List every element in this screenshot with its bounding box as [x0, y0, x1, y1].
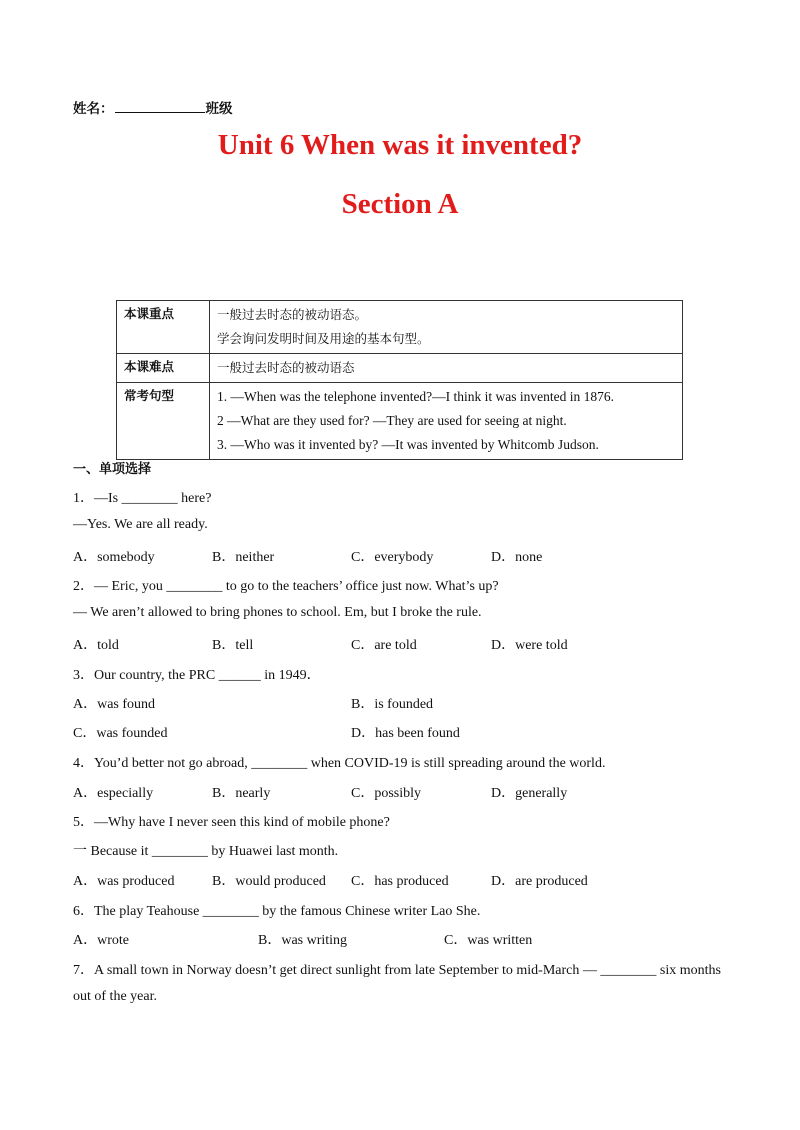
answer-option[interactable]: C．was written [444, 933, 533, 948]
answer-option[interactable]: A．told [73, 638, 119, 653]
answer-option[interactable]: A．was produced [73, 874, 175, 889]
answer-option[interactable]: B．neither [212, 550, 275, 565]
row-label: 常考句型 [117, 383, 210, 460]
question-text: 2．— Eric, you ________ to go to the teachers’ office just now. What’s up? [73, 579, 499, 594]
student-info-line [73, 97, 233, 117]
answer-option[interactable]: B．tell [212, 638, 254, 653]
question-text: 4．You’d better not go abroad, ________ when COVID-19 is still spreading around the world. [73, 756, 606, 771]
lesson-summary-table [116, 300, 683, 460]
row-content [210, 354, 683, 383]
section-heading: 一、单项选择 [73, 462, 152, 477]
row-line: 2 —What are they used for? —They are used for seeing at night. [217, 413, 567, 428]
page-title: Unit 6 When was it invented? [217, 129, 583, 161]
answer-option[interactable]: A．especially [73, 786, 154, 801]
question-text: 1．—Is ________ here? [73, 491, 212, 506]
row-line: 学会询问发明时间及用途的基本句型。 [217, 331, 430, 346]
answer-option[interactable]: D．none [491, 550, 543, 565]
answer-option[interactable]: D．are produced [491, 874, 588, 889]
question-text: 5．—Why have I never seen this kind of mobile phone? [73, 815, 390, 830]
question-text: 3．Our country, the PRC ______ in 1949． [73, 668, 321, 683]
answer-option[interactable]: C．was founded [73, 726, 168, 741]
row-line: 1. —When was the telephone invented?—I think it was invented in 1876. [217, 389, 615, 404]
table-row [117, 383, 683, 460]
question-text: 7．A small town in Norway doesn’t get direct sunlight from late September to mid-March — ________ six months [73, 963, 721, 978]
answer-option[interactable]: C．are told [351, 638, 417, 653]
answer-option[interactable]: A．somebody [73, 550, 155, 565]
table-row [117, 354, 683, 383]
class-label: 班级 [205, 101, 233, 117]
answer-option[interactable]: D．has been found [351, 726, 460, 741]
answer-option[interactable]: D．were told [491, 638, 568, 653]
row-content [210, 301, 683, 354]
row-line: 一般过去时态的被动语态。 [217, 307, 368, 322]
row-line: 一般过去时态的被动语态 [217, 360, 355, 375]
question-text: 一 Because it ________ by Huawei last month. [73, 844, 339, 859]
answer-option[interactable]: A．was found [73, 697, 156, 712]
answer-option[interactable]: A．wrote [73, 933, 129, 948]
question-text: —Yes. We are all ready. [73, 517, 208, 532]
row-label: 本课难点 [117, 354, 210, 383]
name-label: 姓名： [73, 101, 114, 117]
question-text: out of the year. [73, 989, 157, 1004]
answer-option[interactable]: C．has produced [351, 874, 449, 889]
row-label: 本课重点 [117, 301, 210, 354]
answer-option[interactable]: C．everybody [351, 550, 434, 565]
row-content [210, 383, 683, 460]
page-subtitle: Section A [341, 188, 459, 220]
row-line: 3. —Who was it invented by? —It was invented by Whitcomb Judson. [217, 437, 599, 452]
name-blank-field[interactable] [115, 100, 205, 113]
question-text: 6．The play Teahouse ________ by the famous Chinese writer Lao She. [73, 904, 481, 919]
table-row [117, 301, 683, 354]
answer-option[interactable]: D．generally [491, 786, 568, 801]
answer-option[interactable]: B．would produced [212, 874, 326, 889]
answer-option[interactable]: B．was writing [258, 933, 348, 948]
answer-option[interactable]: C．possibly [351, 786, 422, 801]
question-text: — We aren’t allowed to bring phones to school. Em, but I broke the rule. [73, 605, 482, 620]
answer-option[interactable]: B．nearly [212, 786, 271, 801]
answer-option[interactable]: B．is founded [351, 697, 434, 712]
